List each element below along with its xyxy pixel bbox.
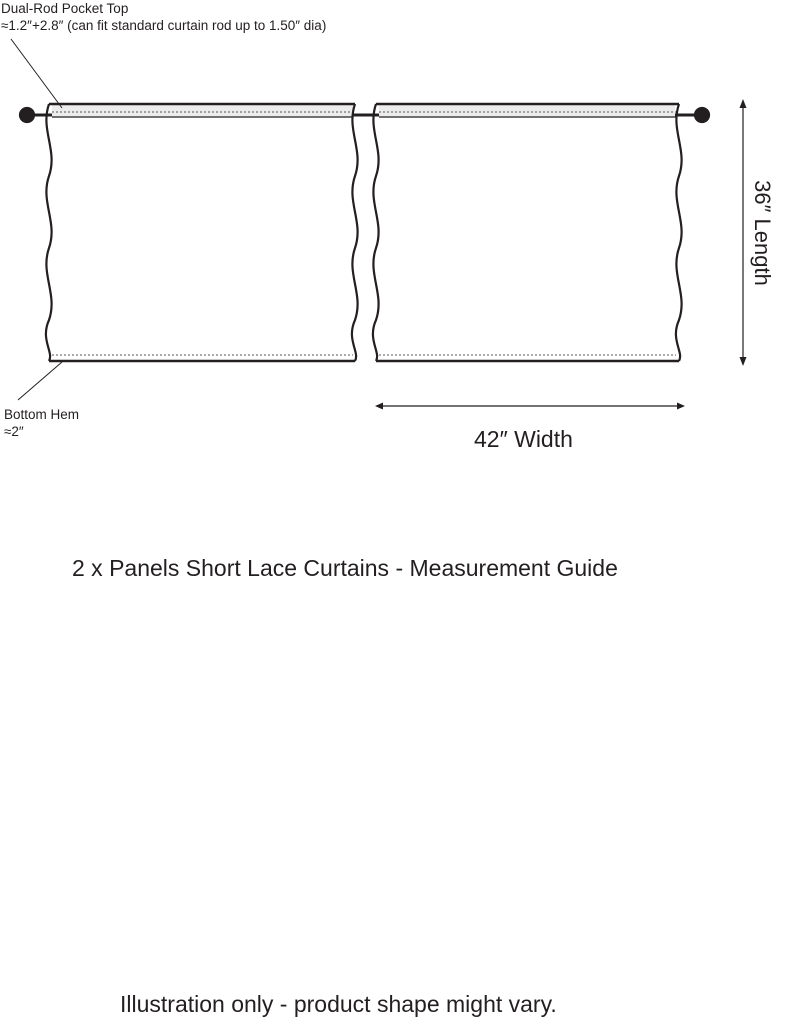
left-panel-right-edge bbox=[352, 104, 358, 361]
right-curtain-panel bbox=[373, 104, 682, 361]
left-curtain-panel bbox=[46, 104, 358, 361]
left-panel-left-edge bbox=[46, 104, 52, 361]
disclaimer-note: Illustration only - product shape might vary. bbox=[120, 991, 557, 1017]
rod-pocket-callout bbox=[1, 0, 326, 34]
bottom-hem-title: Bottom Hem bbox=[4, 407, 80, 422]
width-label: 42″ Width bbox=[474, 426, 573, 452]
length-dimension-arrow bbox=[740, 99, 747, 366]
rod-finial-left bbox=[20, 108, 34, 122]
diagram-caption: 2 x Panels Short Lace Curtains - Measurement Guide bbox=[72, 555, 618, 581]
right-rod-pocket bbox=[379, 104, 675, 117]
length-label: 36″ Length bbox=[750, 180, 775, 286]
rod-pocket-leader-line bbox=[11, 39, 62, 108]
bottom-hem-leader-line bbox=[18, 362, 62, 400]
rod-pocket-detail: ≈1.2″+2.8″ (can fit standard curtain rod up to 1.50″ dia) bbox=[1, 18, 327, 33]
bottom-hem-detail: ≈2″ bbox=[4, 424, 24, 439]
width-dimension-arrow bbox=[375, 403, 685, 410]
bottom-hem-callout bbox=[4, 406, 79, 440]
right-panel-left-edge bbox=[373, 104, 379, 361]
rod-pocket-title: Dual-Rod Pocket Top bbox=[1, 1, 129, 16]
rod-finial-right bbox=[695, 108, 709, 122]
right-panel-right-edge bbox=[676, 104, 682, 361]
left-rod-pocket bbox=[52, 104, 353, 117]
